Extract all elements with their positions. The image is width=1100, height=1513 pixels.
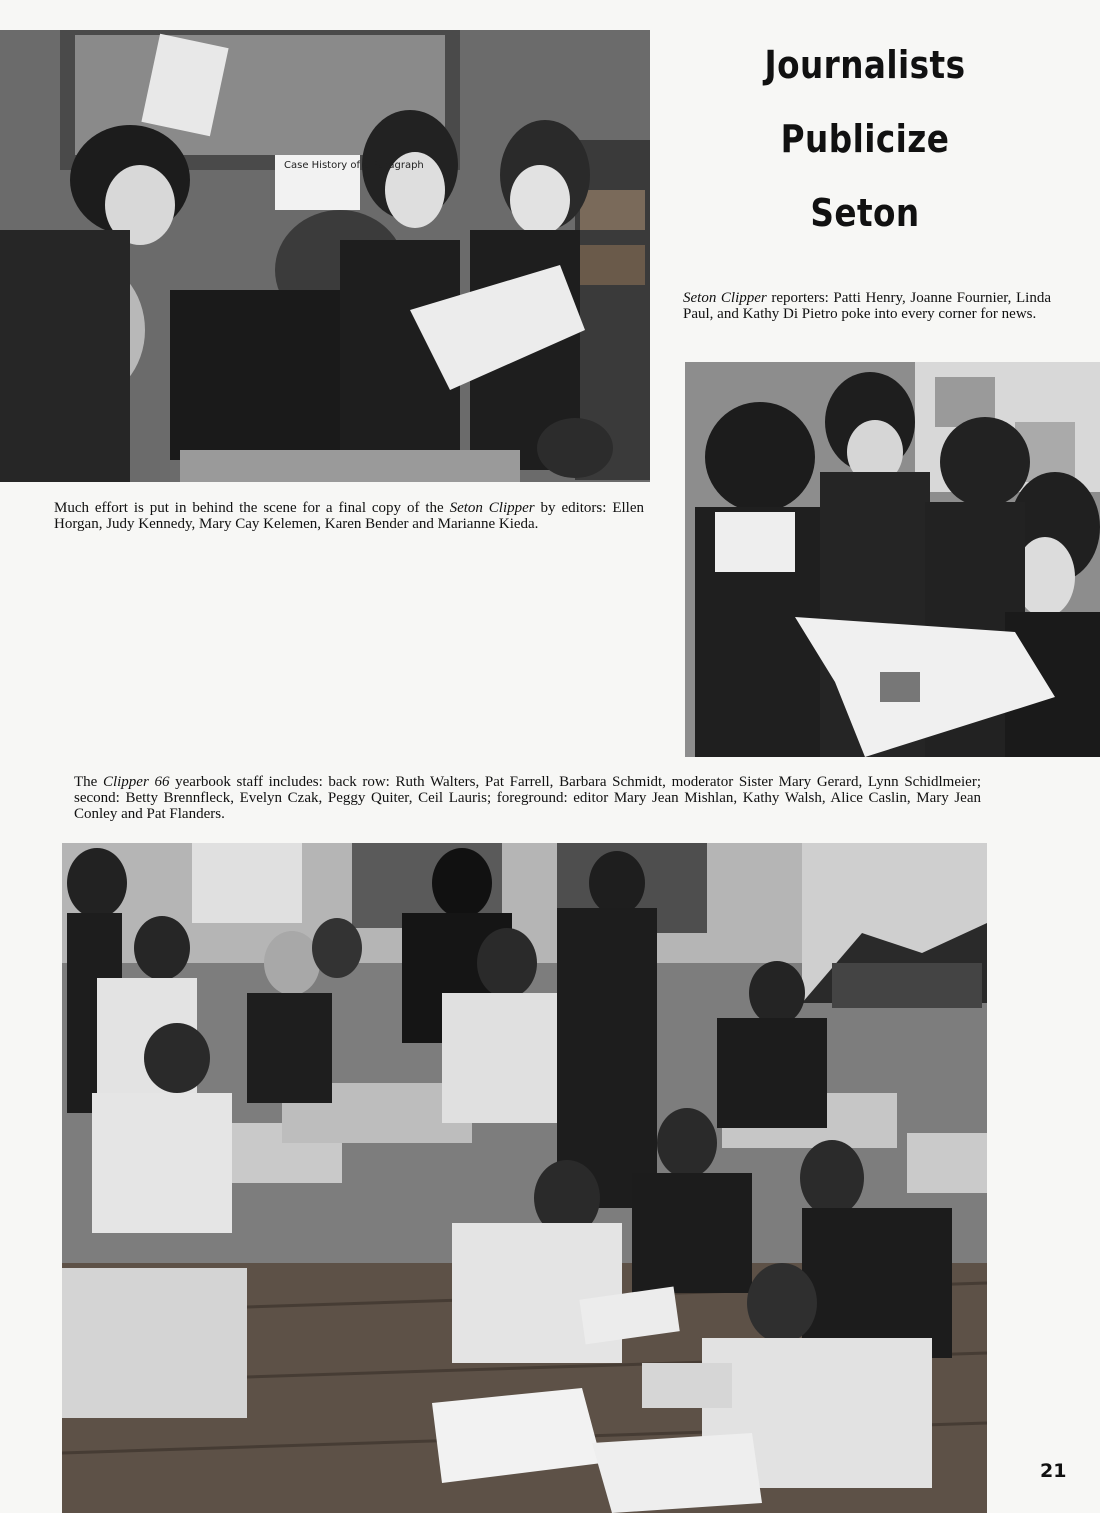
yearbook-caption [74, 774, 981, 822]
headline-line-1: Journalists [764, 43, 966, 87]
editors-caption-title: Seton Clipper [449, 500, 535, 516]
editors-caption-after: by editors: Ellen Horgan, Judy Kennedy, Mary Cay Kelemen, Karen Bender and Marianne Kieda. [54, 500, 644, 532]
editors-caption-before: Much effort is put in behind the scene for a final copy of the [54, 500, 450, 516]
reporters-photo [685, 362, 1100, 757]
reporters-caption-text: reporters: Patti Henry, Joanne Fournier, Linda Paul, and Kathy Di Pietro poke into every corner for news. [683, 290, 1051, 322]
yearbook-caption-after: yearbook staff includes: back row: Ruth Walters, Pat Farrell, Barbara Schmidt, moderator Sister Mary Gerard, Lynn Schidlmeier; second: Betty Brennfleck, Evelyn Czak, Peggy Quiter, Ceil Lauris; foreground: editor Mary Jean Mishlan, Kathy Walsh, Alice Caslin, Mary Jean Conley and Pat Flanders. [74, 774, 981, 822]
editors-photo [0, 30, 650, 482]
reporters-caption [683, 290, 1051, 322]
headline-line-2: Publicize [780, 117, 950, 161]
reporters-caption-title: Seton Clipper [683, 290, 767, 306]
headline-line-3: Seton [810, 191, 920, 235]
case-history-sign: Case History of a Paragraph [284, 160, 424, 171]
page-headline [740, 28, 989, 250]
yearbook-staff-photo [62, 843, 987, 1513]
page-number: 21 [1040, 1460, 1067, 1482]
yearbook-caption-before: The [74, 774, 103, 790]
editors-caption [54, 500, 644, 532]
yearbook-caption-title: Clipper 66 [102, 774, 170, 790]
